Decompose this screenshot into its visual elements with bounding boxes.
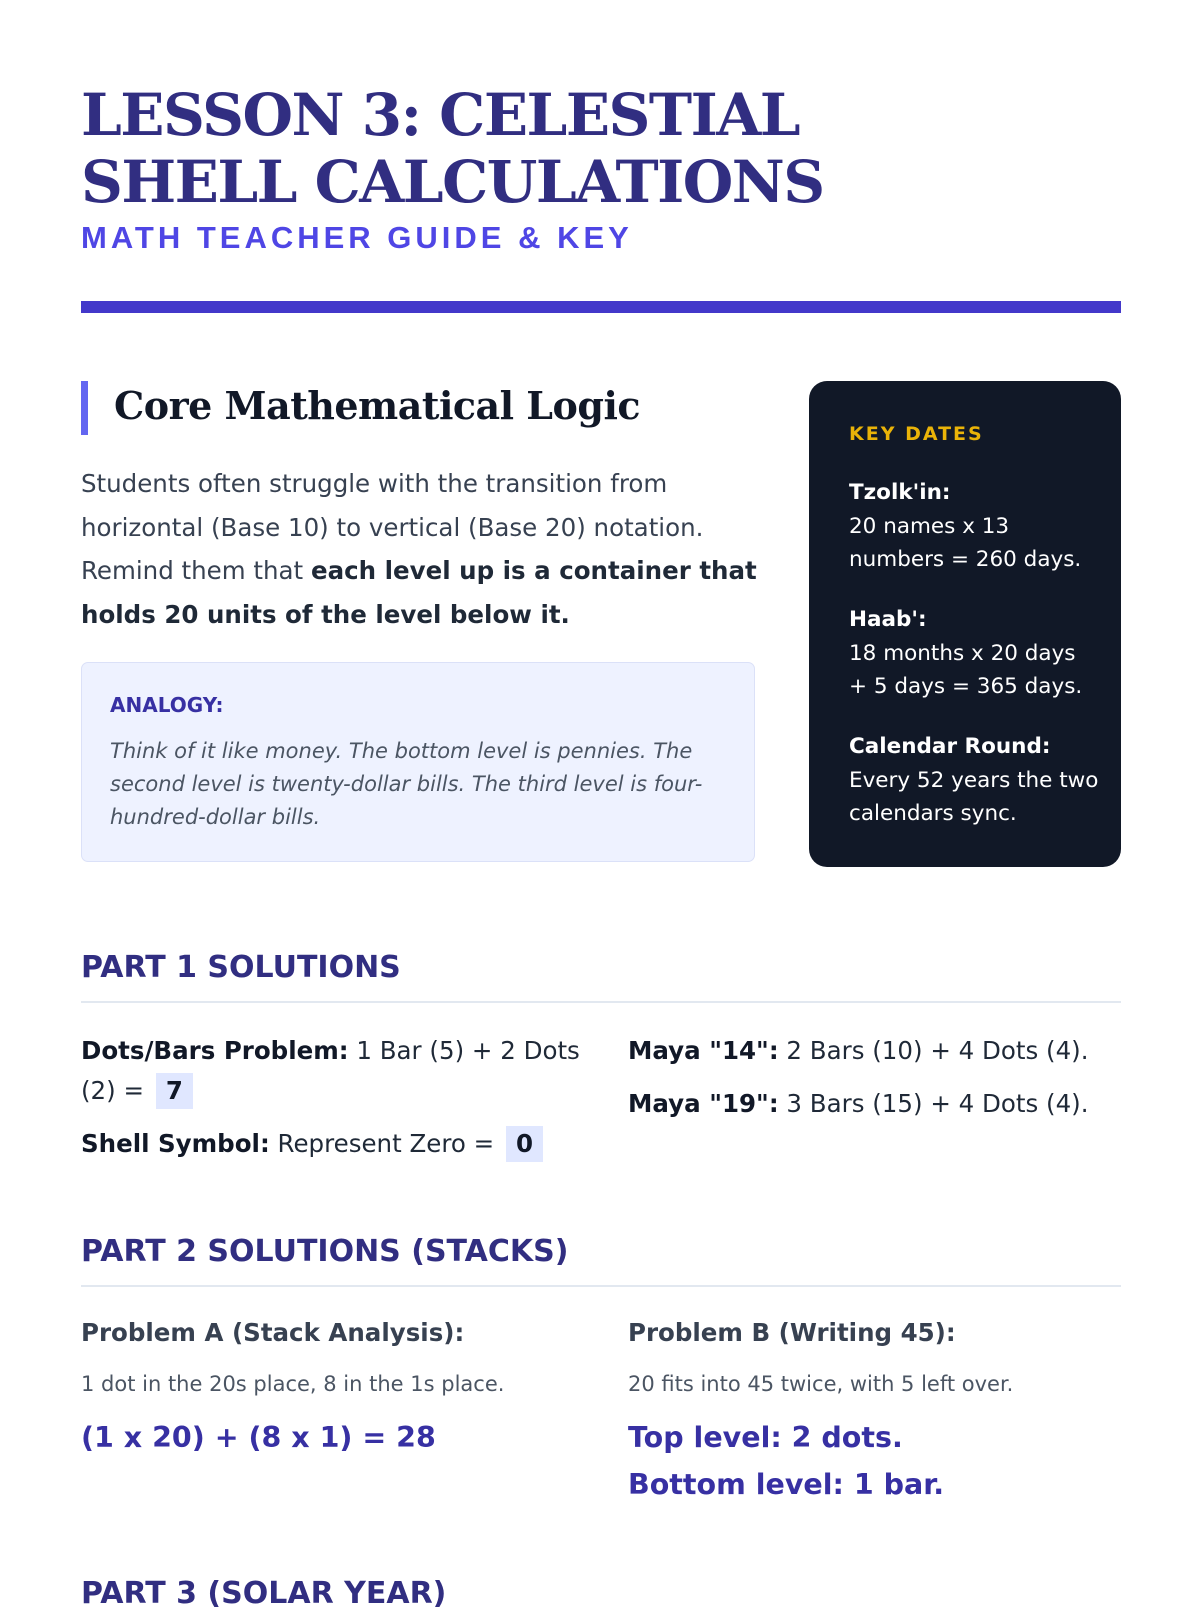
problem-b-description: 20 fits into 45 twice, with 5 left over. (628, 1372, 1014, 1396)
key-date-text: 18 months x 20 days + 5 days = 365 days. (849, 640, 1083, 699)
key-dates-panel (809, 381, 1121, 867)
core-heading: Core Mathematical Logic (114, 383, 641, 428)
dots-bars-text: 1 Bar (5) + 2 Dots (2) = (81, 1036, 580, 1105)
key-date-item (849, 476, 1099, 577)
analogy-text: Think of it like money. The bottom level is pennies. The second level is twenty-dollar bills. The third level is four-hundred-dollar bills. (110, 739, 703, 829)
key-dates-label: KEY DATES (849, 423, 984, 445)
problem-b-result-top: Top level: 2 dots. (628, 1421, 903, 1454)
lesson-subtitle: MATH TEACHER GUIDE & KEY (81, 220, 633, 255)
part1-title: PART 1 SOLUTIONS (81, 950, 401, 985)
maya-19-label: Maya "19": (628, 1089, 779, 1118)
teacher-guide-page (81, 0, 1121, 1611)
analogy-label: ANALOGY: (110, 693, 224, 717)
key-date-text: 20 names x 13 numbers = 260 days. (849, 513, 1082, 572)
header-divider (81, 301, 1121, 313)
problem-a-heading: Problem A (Stack Analysis): (81, 1318, 465, 1347)
lesson-title: LESSON 3: CELESTIAL SHELL CALCULATIONS (81, 81, 824, 216)
key-date-text: Every 52 years the two calendars sync. (849, 767, 1099, 826)
maya-14-label: Maya "14": (628, 1036, 779, 1065)
core-paragraph-emphasis: each level up is a container that holds 20 units of the level below it. (81, 556, 757, 629)
part1-divider (81, 1001, 1121, 1003)
key-date-name: Tzolk'in: (849, 480, 951, 505)
dots-bars-label: Dots/Bars Problem: (81, 1036, 349, 1065)
problem-a-result: (1 x 20) + (8 x 1) = 28 (81, 1421, 436, 1454)
maya-19-solution (628, 1084, 1121, 1124)
maya-14-text: 2 Bars (10) + 4 Dots (4). (786, 1036, 1089, 1065)
shell-symbol-solution (81, 1124, 601, 1164)
key-date-item (849, 603, 1099, 704)
key-date-name: Calendar Round: (849, 734, 1051, 759)
key-date-item (849, 730, 1099, 831)
maya-14-solution (628, 1031, 1121, 1071)
analogy-box (81, 662, 755, 862)
key-date-name: Haab': (849, 607, 927, 632)
problem-a-description: 1 dot in the 20s place, 8 in the 1s place. (81, 1372, 505, 1396)
maya-19-text: 3 Bars (15) + 4 Dots (4). (786, 1089, 1089, 1118)
part3-title: PART 3 (SOLAR YEAR) (81, 1576, 447, 1611)
shell-symbol-text: Represent Zero = (277, 1129, 495, 1158)
core-heading-accent (81, 381, 88, 435)
problem-b-result (628, 1414, 944, 1508)
core-paragraph (81, 462, 761, 636)
dots-bars-solution (81, 1031, 581, 1111)
part2-divider (81, 1285, 1121, 1287)
problem-b-heading: Problem B (Writing 45): (628, 1318, 956, 1347)
part2-title: PART 2 SOLUTIONS (STACKS) (81, 1234, 569, 1269)
problem-b-result-bottom: Bottom level: 1 bar. (628, 1468, 945, 1501)
dots-bars-answer: 7 (156, 1073, 193, 1109)
shell-symbol-label: Shell Symbol: (81, 1129, 270, 1158)
shell-symbol-answer: 0 (506, 1126, 543, 1162)
core-paragraph-text: Students often struggle with the transition from horizontal (Base 10) to vertical (Base 20) notation. Remind them that (81, 469, 704, 585)
